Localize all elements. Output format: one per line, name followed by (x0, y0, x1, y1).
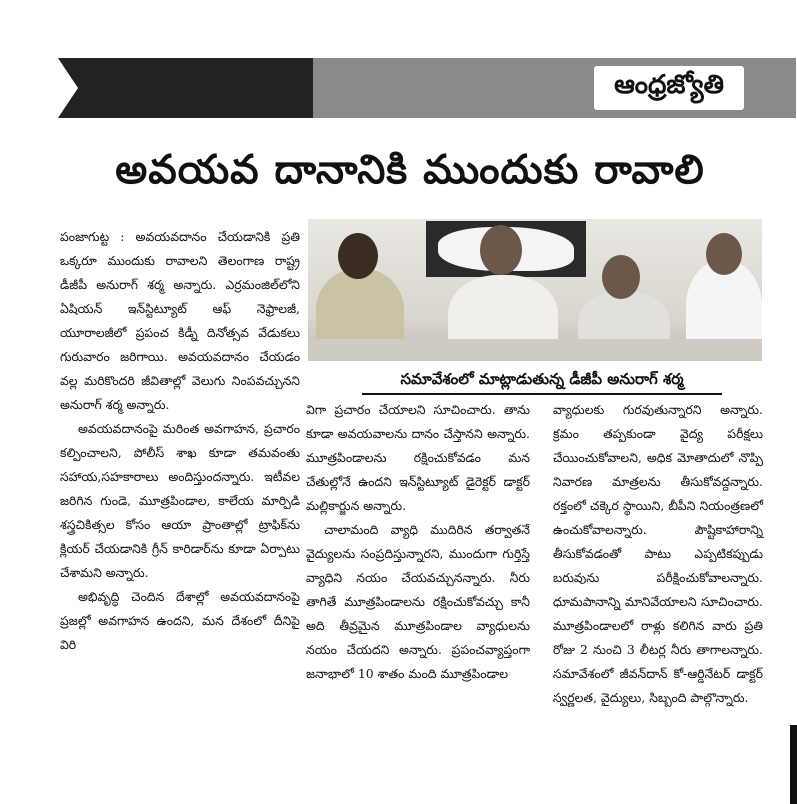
news-photo (308, 219, 762, 361)
scan-edge-mark (790, 725, 797, 804)
photo-head-4 (706, 233, 742, 275)
article-paragraph: వ్యాధులకు గురవుతున్నారని అన్నారు. క్రమం తప్పకుండా వైద్య పరీక్షలు చేయించుకోవాలని, అధిక మోతాదులో నొప్పి నివారణ మాత్రలను తీసుకోవద్దన్నారు. రక్తంలో చక్కెర స్థాయిని, బీపీని నియంత్రణలో ఉంచుకోవాలన్నారు. పౌష్టికాహారాన్ని తీసుకోవడంతో పాటు ఎప్పటికప్పుడు బరువును పరీక్షించుకోవాలన్నారు. ధూమపానాన్ని మానివేయాలని సూచించారు. మూత్రపిండాలలో రాళ్లు కలిగిన వారు ప్రతి రోజు 2 నుంచి 3 లీటర్ల నీరు తాగాలన్నారు. సమావేశంలో జీవన్‌దాన్ కో-ఆర్డినేటర్ డాక్టర్ స్వర్ణలత, వైద్యులు, సిబ్బంది పాల్గొన్నారు. (553, 402, 763, 705)
photo-head-1 (338, 233, 378, 279)
article-column-3 (553, 398, 763, 710)
photo-caption: సమావేశంలో మాట్లాడుతున్న డీజీపీ అనురాగ్ శర్మ (362, 365, 722, 395)
newspaper-logo (594, 66, 744, 110)
article-paragraph: విగా ప్రచారం చేయాలని సూచించారు. తాను కూడా అవయవాలను దానం చేస్తానని అన్నారు. మూత్రపిండాలను రక్షించుకోవడం మన చేతుల్లోనే ఉందని ఇన్‌స్టిట్యూట్ డైరెక్టర్ డాక్టర్ మల్లికార్జున అన్నారు. (306, 402, 530, 513)
article-column-1 (60, 225, 300, 657)
article-headline: అవయవ దానానికి ముందుకు రావాలి (115, 147, 705, 193)
photo-table (308, 339, 762, 361)
newspaper-logo-text: ఆంధ్రజ్యోతి (614, 70, 724, 100)
article-column-2 (306, 398, 530, 686)
article-paragraph: అవయవదానంపై మరింత అవగాహన, ప్రచారం కల్పించాలని, పోలీస్ శాఖ కూడా తమవంతు సహాయ,సహకారాలు అందిస్తుందన్నారు. ఇటీవల జరిగిన గుండె, మూత్రపిండాల, కాలేయ మార్పిడి శస్త్రచికిత్సల కోసం ఆయా ప్రాంతాల్లో ట్రాఫిక్‌ను క్లియర్ చేయడానికి గ్రీన్ కారిడార్‌ను కూడా ఏర్పాటు చేశామని అన్నారు. (60, 421, 300, 580)
article-paragraph: చాలామంది వ్యాధి ముదిరిన తర్వాతనే వైద్యులను సంప్రదిస్తున్నారని, ముందుగా గుర్తిస్తే వ్యాధిని నయం చేయవచ్చునన్నారు. నీరు తాగితే మూత్రపిండాలను రక్షించుకోవచ్చు కానీ అది తీవ్రమైన మూత్రపిండాల వ్యాధులను నయం చేయదని అన్నారు. ప్రపంచవ్యాప్తంగా జనాభాలో 10 శాతం మంది మూత్రపిండాల (306, 522, 530, 681)
masthead-arrow-notch (58, 58, 78, 118)
photo-head-3 (602, 255, 640, 299)
photo-head-2 (480, 225, 522, 275)
article-paragraph: పంజాగుట్ట : అవయవదానం చేయడానికి ప్రతి ఒక్కరూ ముందుకు రావాలని తెలంగాణ రాష్ట్ర డీజీపీ అనురాగ్ శర్మ అన్నారు. ఎర్రమంజిల్‌లోని ఏషియన్ ఇన్‌స్టిట్యూట్ ఆఫ్ నెఫ్రాలజీ, యూరాలజీలో ప్రపంచ కిడ్నీ దినోత్సవ వేడుకలు గురువారం జరిగాయి. అవయవదానం చేయడం వల్ల మరికొందరి జీవితాల్లో వెలుగు నింపవచ్చునని అనురాగ్ శర్మ అన్నారు. (60, 229, 300, 412)
masthead-dark-block (58, 58, 313, 118)
masthead-bar (58, 58, 796, 118)
article-paragraph: అభివృద్ధి చెందిన దేశాల్లో అవయవదానంపై ప్రజల్లో అవగాహన ఉందని, మన దేశంలో దీనిపై విరి (60, 589, 300, 652)
